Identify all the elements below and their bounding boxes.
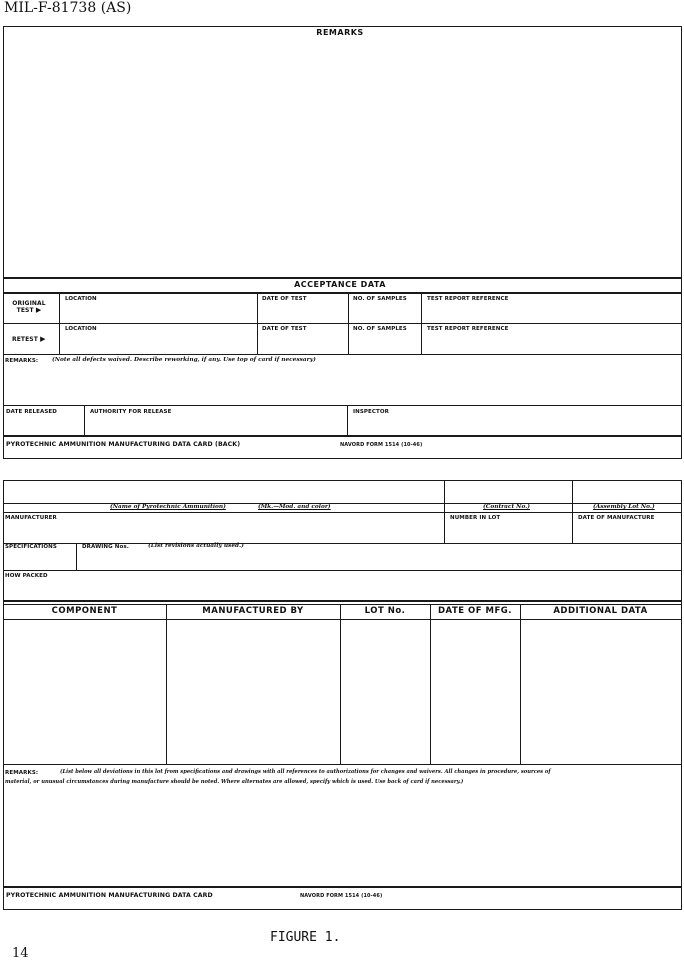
drawing-note: (List revisions actually used.) bbox=[148, 543, 244, 549]
drawing-nos-label: DRAWING Nos. bbox=[82, 544, 129, 550]
location-2: LOCATION bbox=[65, 326, 97, 332]
back-remarks-label: REMARKS: bbox=[5, 358, 39, 364]
remarks-title: REMARKS bbox=[316, 28, 364, 37]
front-remarks-label: REMARKS: bbox=[5, 770, 39, 776]
front-footer-form: NAVORD FORM 1514 (10-46) bbox=[300, 893, 383, 899]
col-lot-no: LOT No. bbox=[364, 606, 406, 616]
authority-for-release-label: AUTHORITY FOR RELEASE bbox=[90, 409, 172, 415]
front-remarks-note-1: (List below all deviations in this lot from specifications and drawings with all references to authorizations for changes and waivers. All changes in procedure, sources of bbox=[60, 769, 551, 775]
no-of-samples-2: NO. OF SAMPLES bbox=[353, 326, 407, 332]
back-footer-form: NAVORD FORM 1514 (10-46) bbox=[340, 442, 423, 448]
date-released-label: DATE RELEASED bbox=[6, 409, 57, 415]
back-remarks-note: (Note all defects waived. Describe reworking, if any. Use top of card if necessary) bbox=[52, 357, 316, 363]
spec-id: MIL-F-81738 (AS) bbox=[4, 0, 132, 16]
how-packed-label: HOW PACKED bbox=[5, 573, 48, 579]
page-number: 14 bbox=[12, 946, 29, 961]
assembly-lot-no-label: (Assembly Lot No.) bbox=[593, 504, 655, 510]
acceptance-data-title: ACCEPTANCE DATA bbox=[294, 280, 386, 289]
manufacturer-label: MANUFACTURER bbox=[5, 515, 57, 521]
test-report-reference-2: TEST REPORT REFERENCE bbox=[427, 326, 509, 332]
front-footer-title: PYROTECHNIC AMMUNITION MANUFACTURING DATA CARD bbox=[6, 892, 213, 899]
original-test-label: ORIGINAL TEST ▶ bbox=[12, 300, 46, 314]
location-1: LOCATION bbox=[65, 296, 97, 302]
number-in-lot-label: NUMBER IN LOT bbox=[450, 515, 501, 521]
col-component: COMPONENT bbox=[51, 606, 118, 616]
col-additional-data: ADDITIONAL DATA bbox=[553, 606, 648, 616]
date-of-manufacture-label: DATE OF MANUFACTURE bbox=[578, 515, 655, 521]
figure-caption: FIGURE 1. bbox=[270, 930, 341, 945]
mark-mod-color-label: (Mk.—Mod. and color) bbox=[258, 504, 331, 510]
date-of-test-1: DATE OF TEST bbox=[262, 296, 307, 302]
front-remarks-note-2: material, or unusual circumstances during manufacture should be noted. Where alternates are allowed, specify which is used. Use back of card if necessary.) bbox=[5, 779, 464, 785]
inspector-label: INSPECTOR bbox=[353, 409, 389, 415]
name-of-ammunition-label: (Name of Pyrotechnic Ammunition) bbox=[110, 504, 226, 510]
date-of-test-2: DATE OF TEST bbox=[262, 326, 307, 332]
col-manufactured-by: MANUFACTURED BY bbox=[202, 606, 304, 616]
specifications-label: SPECIFICATIONS bbox=[5, 544, 57, 550]
contract-no-label: (Contract No.) bbox=[483, 504, 530, 510]
back-footer-title: PYROTECHNIC AMMUNITION MANUFACTURING DATA CARD (BACK) bbox=[6, 441, 241, 448]
col-date-of-mfg: DATE OF MFG. bbox=[438, 606, 512, 616]
no-of-samples-1: NO. OF SAMPLES bbox=[353, 296, 407, 302]
test-report-reference-1: TEST REPORT REFERENCE bbox=[427, 296, 509, 302]
retest-label: RETEST ▶ bbox=[12, 335, 46, 343]
